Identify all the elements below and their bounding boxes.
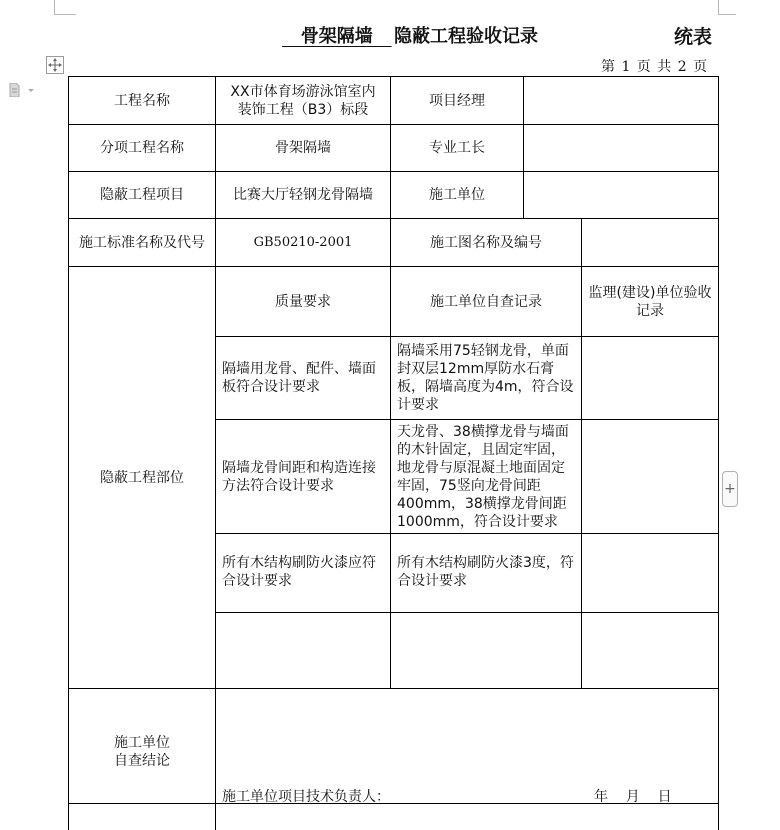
project-manager-label: 项目经理 [429,92,485,109]
plus-icon[interactable]: + [722,471,738,507]
conclusion-label: 施工单位 自查结论 [114,735,170,769]
table-border [718,76,719,830]
signer-label: 施工单位项目技术负责人： [222,789,390,805]
project-manager-value[interactable] [524,77,718,124]
hidden-item-label: 隐蔽工程项目 [100,187,184,203]
col-supervision-header: 监理(建设)单位验收记录 [588,284,712,319]
drawing-label: 施工图名称及编号 [430,234,542,251]
document-title [270,20,730,48]
project-name-label: 工程名称 [114,92,170,109]
self-check-cell[interactable] [391,613,581,688]
document-icon[interactable] [8,82,38,96]
self-check-cell[interactable]: 隔墙采用75轻钢龙骨，单面封双层12mm厚防水石膏板，隔墙高度为4m，符合设计要求 [397,343,574,413]
title-text: 隐蔽工程验收记录 [394,26,538,47]
supervision-cell[interactable] [582,337,718,419]
supervision-cell[interactable] [582,534,718,612]
subitem-label: 分项工程名称 [100,140,184,156]
form-code: 统表 [674,26,713,48]
drawing-value[interactable] [582,219,718,266]
subitem-value[interactable]: 骨架隔墙 [275,140,331,156]
foreman-label: 专业工长 [429,140,485,156]
crop-mark [718,0,719,14]
quality-cell[interactable]: 所有木结构刷防火漆应符合设计要求 [222,555,376,589]
quality-cell[interactable]: 隔墙用龙骨、配件、墙面板符合设计要求 [222,361,376,395]
crop-mark [718,14,736,15]
project-name-value[interactable]: XX市体育场游泳馆室内装饰工程（B3）标段 [230,83,376,118]
crop-mark [54,0,55,14]
foreman-value[interactable] [524,125,718,171]
supervision-cell[interactable] [582,613,718,688]
move-icon[interactable] [46,56,64,74]
page-info: 第 1 页 共 2 页 [601,59,709,75]
col-quality-header: 质量要求 [275,293,331,310]
hidden-item-value[interactable]: 比赛大厅轻钢龙骨隔墙 [233,187,373,203]
standard-value[interactable]: GB50210-2001 [253,234,353,250]
col-self-check-header: 施工单位自查记录 [430,293,542,310]
contractor-value[interactable] [524,172,718,218]
self-check-cell[interactable]: 所有木结构刷防火漆3度，符合设计要求 [397,555,574,589]
supervision-cell[interactable] [582,420,718,533]
contractor-label: 施工单位 [429,187,485,203]
quality-cell[interactable]: 隔墙龙骨间距和构造连接方法符合设计要求 [222,459,376,494]
title-underlined: 骨架隔墙 [282,26,392,47]
crop-mark [54,14,76,15]
self-check-cell[interactable]: 天龙骨、38横撑龙骨与墙面的木针固定，且固定牢固，地龙骨与原混凝土地面固定牢固，75竖向龙骨间距400mm，38横撑龙骨间距1000mm，符合设计要求 [397,423,569,530]
standard-label: 施工标准名称及代号 [79,234,205,251]
date-label: 年 月 日 [594,789,672,805]
quality-cell[interactable] [216,613,390,688]
location-label: 隐蔽工程部位 [100,469,184,486]
